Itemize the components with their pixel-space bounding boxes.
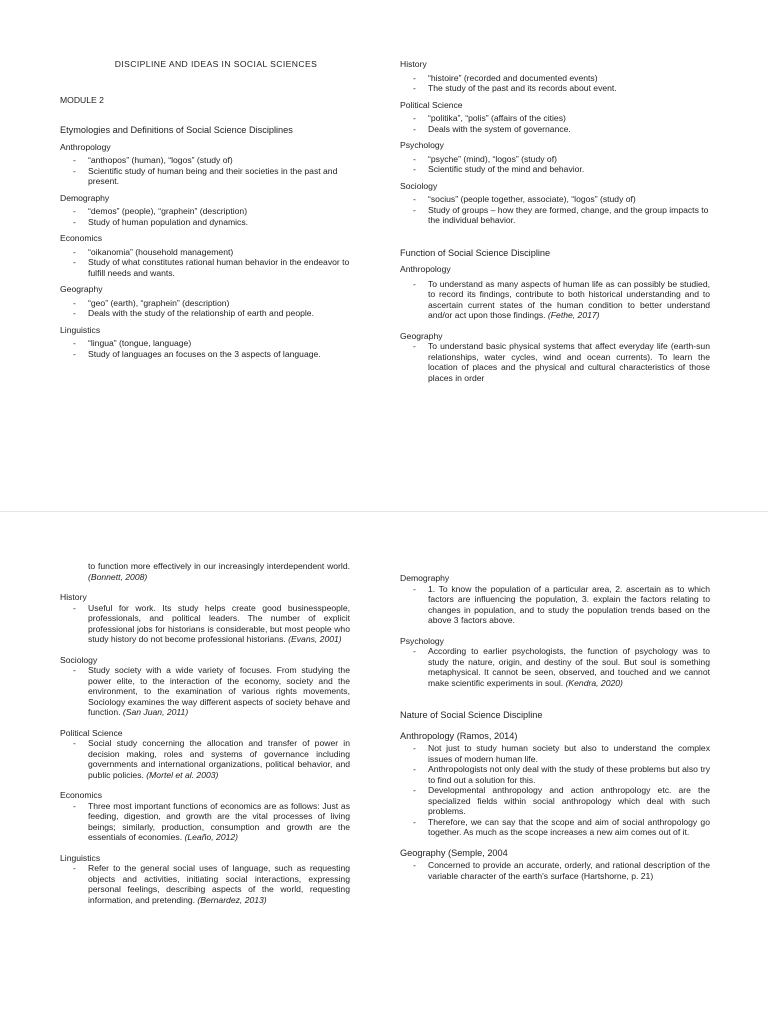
- function-text: To understand basic physical systems that affect everyday life (earth-sun relationships, water cycles, wind and ocean currents). To learn the location of places and the physical and cultural characteristics of those places in order: [428, 341, 710, 383]
- discipline-heading: Sociology: [400, 180, 438, 191]
- etymology-block-linguistics: [60, 325, 350, 360]
- list-item: - Anthropologists not only deal with the study of these problems but also try to find out a solution for this.: [400, 764, 710, 785]
- discipline-heading: History: [400, 59, 427, 69]
- etymology-block-economics: [60, 233, 350, 278]
- function-text: 1. To know the population of a particular area, 2. ascertain as to which factors are influencing the population, 3. explain the factors relating to changes in population, and to study the population trends based on the above 3 factors above.: [428, 583, 710, 625]
- page-one-left-column: [60, 59, 350, 359]
- function-block-psychology: [400, 636, 710, 689]
- etymology-block-anthropology: [60, 142, 350, 187]
- nature-heading: Nature of Social Science Discipline: [400, 710, 543, 720]
- list-item: - “anthopos” (human), “logos” (study of): [60, 155, 350, 166]
- discipline-heading: Geography: [60, 284, 103, 294]
- function-block-sociology: [60, 655, 350, 718]
- list-item: - “oikanomia” (household management): [60, 247, 350, 258]
- list-item: - “demos” (people), “graphein” (description): [60, 206, 350, 217]
- page-two-right-column: [400, 573, 710, 881]
- citation: (Evans, 2001): [288, 634, 342, 644]
- function-text: To understand as many aspects of human life as can possibly be studied, to record its findings, contribute to both historical understanding and to ascertain current states of the human condition to better understand and/or act upon those findings.: [428, 278, 710, 320]
- citation: (Fethe, 2017): [547, 310, 600, 320]
- list-item: [400, 341, 710, 383]
- function-text: Useful for work. Its study helps create good businesspeople, professionals, and political leaders. The number of explicit professional jobs for historians is considerable, but most people who study history do not become professional historians.: [88, 602, 350, 644]
- list-item: [60, 801, 350, 843]
- list-item: - Therefore, we can say that the scope and aim of social anthropology go together. As much as the scope increases a new aim comes out of it.: [400, 817, 710, 838]
- list-item: [60, 738, 350, 780]
- function-block-geography: [400, 331, 710, 384]
- discipline-heading: Anthropology (Ramos, 2014): [400, 730, 518, 741]
- continuation-text: to function more effectively in our increasingly interdependent world.: [88, 561, 350, 571]
- discipline-heading: Anthropology: [400, 264, 451, 274]
- list-item: [60, 603, 350, 645]
- function-block-history: [60, 592, 350, 645]
- citation: (San Juan, 2011): [122, 707, 189, 717]
- discipline-heading: Linguistics: [60, 324, 101, 335]
- etymology-heading: Etymologies and Definitions of Social Science Disciplines: [60, 125, 293, 135]
- page-one-right-column: [400, 59, 710, 383]
- citation: (Mortel et al. 2003): [146, 769, 219, 780]
- discipline-heading: Economics: [60, 790, 103, 800]
- etymology-block-psychology: [400, 140, 710, 175]
- function-block-anthropology: [400, 264, 710, 321]
- list-item: - “socius” (people together, associate), “logos” (study of): [400, 194, 710, 205]
- citation: (Kendra, 2020): [565, 677, 623, 688]
- list-item: - Study of languages an focuses on the 3 aspects of language.: [60, 349, 350, 360]
- etymology-block-sociology: [400, 181, 710, 226]
- etymology-block-political-science: [400, 100, 710, 135]
- discipline-heading: Demography: [400, 573, 450, 583]
- function-block-demography: [400, 573, 710, 626]
- discipline-heading: Anthropology: [60, 141, 111, 152]
- list-item: [400, 584, 710, 626]
- list-item: - “politika”, “polis” (affairs of the cities): [400, 113, 710, 124]
- list-item: - Deals with the system of governance.: [400, 124, 710, 135]
- discipline-heading: Psychology: [400, 635, 444, 646]
- discipline-heading: Geography: [400, 330, 443, 341]
- discipline-heading: Geography (Semple, 2004: [400, 847, 508, 858]
- document-title: DISCIPLINE AND IDEAS IN SOCIAL SCIENCES: [114, 59, 318, 69]
- module-label: MODULE 2: [60, 94, 104, 105]
- discipline-heading: Linguistics: [60, 852, 101, 863]
- nature-block-geography: [400, 848, 710, 882]
- etymology-block-history: [400, 59, 710, 94]
- list-item: - Study of groups – how they are formed, change, and the group impacts to the individual behavior.: [400, 205, 710, 226]
- function-text: Social study concerning the allocation and transfer of power in decision making, roles and systems of governance including governments and international organizations, political behavior, and public policies.: [88, 738, 350, 780]
- discipline-heading: Political Science: [400, 99, 463, 110]
- discipline-heading: Sociology: [60, 654, 98, 665]
- list-item: [60, 863, 350, 905]
- function-block-political-science: [60, 728, 350, 781]
- list-item: [60, 665, 350, 718]
- discipline-heading: Psychology: [400, 140, 444, 150]
- discipline-heading: Economics: [60, 233, 103, 243]
- nature-block-anthropology: [400, 731, 710, 838]
- list-item: - “lingua” (tongue, language): [60, 338, 350, 349]
- function-text: According to earlier psychologists, the function of psychology was to study the nature, origin, and destiny of the soul. But soul is something metaphysical. It cannot be seen, observed, and touched and we cannot make scientific experiments in soul.: [428, 646, 710, 688]
- list-item: - Not just to study human society but also to understand the complex issues of modern human life.: [400, 743, 710, 764]
- discipline-heading: Political Science: [60, 727, 123, 738]
- list-item: - The study of the past and its records about event.: [400, 83, 710, 94]
- function-heading: Function of Social Science Discipline: [400, 247, 551, 258]
- list-item: - “psyche” (mind), “logos” (study of): [400, 154, 710, 165]
- function-text: Three most important functions of economics are as follows: Just as feeding, digestion, and growth are the vital processes of living beings; similarly, production, consumption and growth are the essentials of economies.: [88, 800, 350, 842]
- etymology-block-geography: [60, 284, 350, 319]
- citation: (Bonnett, 2008): [88, 571, 148, 582]
- list-item: [400, 646, 710, 688]
- page-two-left-column: [60, 561, 350, 905]
- list-item: [400, 279, 710, 321]
- list-item: - “geo” (earth), “graphein” (description): [60, 298, 350, 309]
- discipline-heading: History: [60, 592, 87, 602]
- function-text: Refer to the general social uses of language, such as requesting objects and activities, initiating social interactions, expressing personal feelings, describing aspects of the world, requesting information, and pretending.: [88, 863, 350, 905]
- list-item: - “histoire” (recorded and documented events): [400, 73, 710, 84]
- list-item: - Deals with the study of the relationship of earth and people.: [60, 308, 350, 319]
- list-item: - Scientific study of human being and their societies in the past and present.: [60, 166, 350, 187]
- list-item: - Study of human population and dynamics.: [60, 217, 350, 228]
- citation: (Bernardez, 2013): [197, 894, 267, 905]
- geography-continuation: [60, 561, 350, 582]
- list-item: - Study of what constitutes rational human behavior in the endeavor to fulfill needs and wants.: [60, 257, 350, 278]
- function-text: Study society with a wide variety of focuses. From studying the power elite, to the interaction of the economy, society and the environment, to the examination of various rights movements, Sociology examines the way different aspects of society behave and function.: [88, 665, 350, 717]
- etymology-block-demography: [60, 193, 350, 228]
- function-block-linguistics: [60, 853, 350, 906]
- list-item: - Scientific study of the mind and behavior.: [400, 164, 710, 175]
- discipline-heading: Demography: [60, 192, 110, 203]
- function-block-economics: [60, 790, 350, 843]
- list-item: - Developmental anthropology and action anthropology etc. are the specialized fields within social anthropology which deal with such problems.: [400, 785, 710, 817]
- list-item: - Concerned to provide an accurate, orderly, and rational description of the variable character of the earth's surface (Hartshorne, p. 21): [400, 860, 710, 881]
- citation: (Leaño, 2012): [184, 832, 239, 842]
- page-two: [0, 512, 768, 1024]
